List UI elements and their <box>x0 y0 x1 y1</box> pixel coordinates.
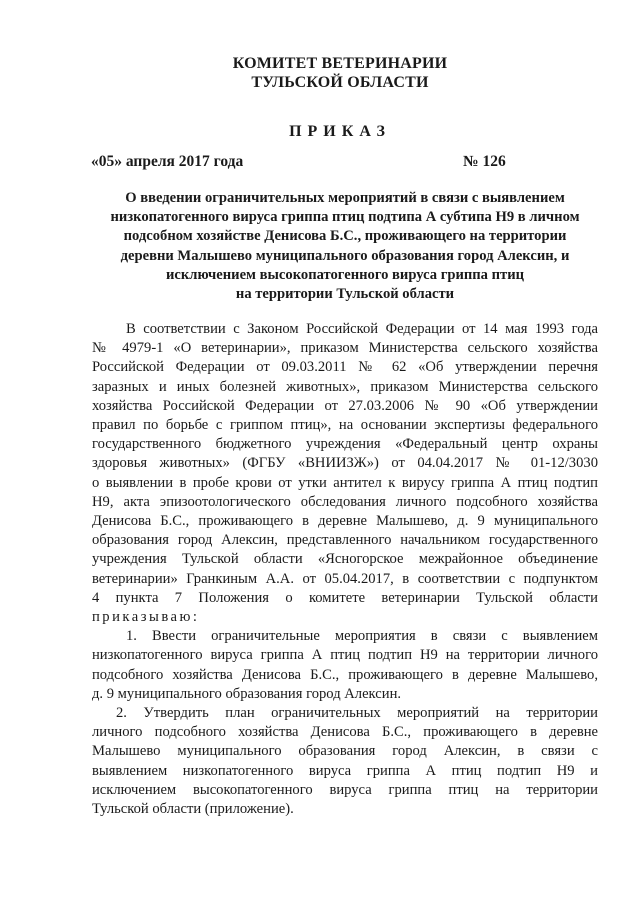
preamble-line: о выявлении в пробе крови от утки антител к вирусу гриппа А птиц подтип <box>92 474 598 491</box>
preamble-line: 4 пункта 7 Положения о комитете ветеринарии Тульской области <box>92 589 598 606</box>
order-number: № 126 <box>463 153 506 170</box>
org-name-line2: ТУЛЬСКОЙ ОБЛАСТИ <box>251 74 429 91</box>
order-title <box>92 189 598 304</box>
preamble-line: государственного бюджетного учреждения «Федеральный центр охраны <box>92 436 598 453</box>
item-2-line: Тульской области (приложение). <box>92 801 294 818</box>
item-1-line: 1. Ввести ограничительные мероприятия в связи с выявлением <box>126 628 598 645</box>
order-body <box>92 320 598 819</box>
preamble-line: заразных и иных болезней животных», приказом Министерства сельского <box>92 378 598 395</box>
org-name-line1: КОМИТЕТ ВЕТЕРИНАРИИ <box>232 55 448 72</box>
item-2-line: личного подсобного хозяйства Денисова Б.С., проживающего в деревне <box>92 724 598 741</box>
title-line: подсобном хозяйстве Денисова Б.С., проживающего на территории <box>123 228 567 245</box>
item-1-line: подсобного хозяйства Денисова Б.С., проживающего в деревне Малышево, <box>92 666 598 683</box>
preamble-line: образования город Алексин, представленного начальником государственного <box>92 532 598 549</box>
order-word: приказываю: <box>92 609 200 626</box>
preamble-paragraph <box>92 320 598 627</box>
item-2-line: Малышево муниципального образования город Алексин, в связи с <box>92 743 598 760</box>
preamble-line: Российской Федерации от 09.03.2011 № 62 «Об утверждении перечня <box>92 359 598 376</box>
preamble-line: учреждения Тульской области «Ясногорское межрайонное объединение <box>92 551 598 568</box>
item-1 <box>92 627 598 704</box>
item-1-line: низкопатогенного вируса гриппа А птиц подтип Н9 на территории личного <box>92 647 598 664</box>
item-2-line: 2. Утвердить план ограничительных мероприятий на территории <box>116 705 598 722</box>
title-line: деревни Малышево муниципального образования город Алексин, и <box>120 247 570 264</box>
preamble-line: правил по борьбе с гриппом птиц», на основании экспертизы федерального <box>92 417 598 434</box>
title-line: на территории Тульской области <box>235 286 455 303</box>
title-line: О введении ограничительных мероприятий в связи с выявлением <box>125 190 565 206</box>
preamble-line: Денисова Б.С., проживающего в деревне Малышево, д. 9 муниципального <box>92 513 598 530</box>
title-line: исключением высокопатогенного вируса гриппа птиц <box>165 266 525 283</box>
preamble-line: Н9, акта эпизоотологического обследования личного подсобного хозяйства <box>92 493 598 510</box>
preamble-line: № 4979-1 «О ветеринарии», приказом Министерства сельского хозяйства <box>92 340 598 357</box>
item-2-line: выявлением низкопатогенного вируса гриппа А птиц подтип Н9 и <box>92 762 598 779</box>
preamble-line: В соответствии с Законом Российской Федерации от 14 мая 1993 года <box>126 321 598 337</box>
document-type: ПРИКАЗ <box>289 123 391 140</box>
title-line: низкопатогенного вируса гриппа птиц подтипа А субтипа Н9 в личном <box>110 209 580 226</box>
order-date: «05» апреля 2017 года <box>91 153 244 170</box>
item-2 <box>92 704 598 819</box>
preamble-line: ветеринарии» Гранкиным А.А. от 05.04.2017, в соответствии с подпунктом <box>92 570 598 587</box>
preamble-line: хозяйства Российской Федерации от 27.03.2006 № 90 «Об утверждении <box>92 397 598 414</box>
preamble-line: здоровья животных» (ФГБУ «ВНИИЗЖ») от 04.04.2017 № 01-12/3030 <box>92 455 598 472</box>
item-1-line: д. 9 муниципального образования город Алексин. <box>92 685 402 702</box>
item-2-line: исключением высокопатогенного вируса гриппа птиц на территории <box>92 781 598 798</box>
